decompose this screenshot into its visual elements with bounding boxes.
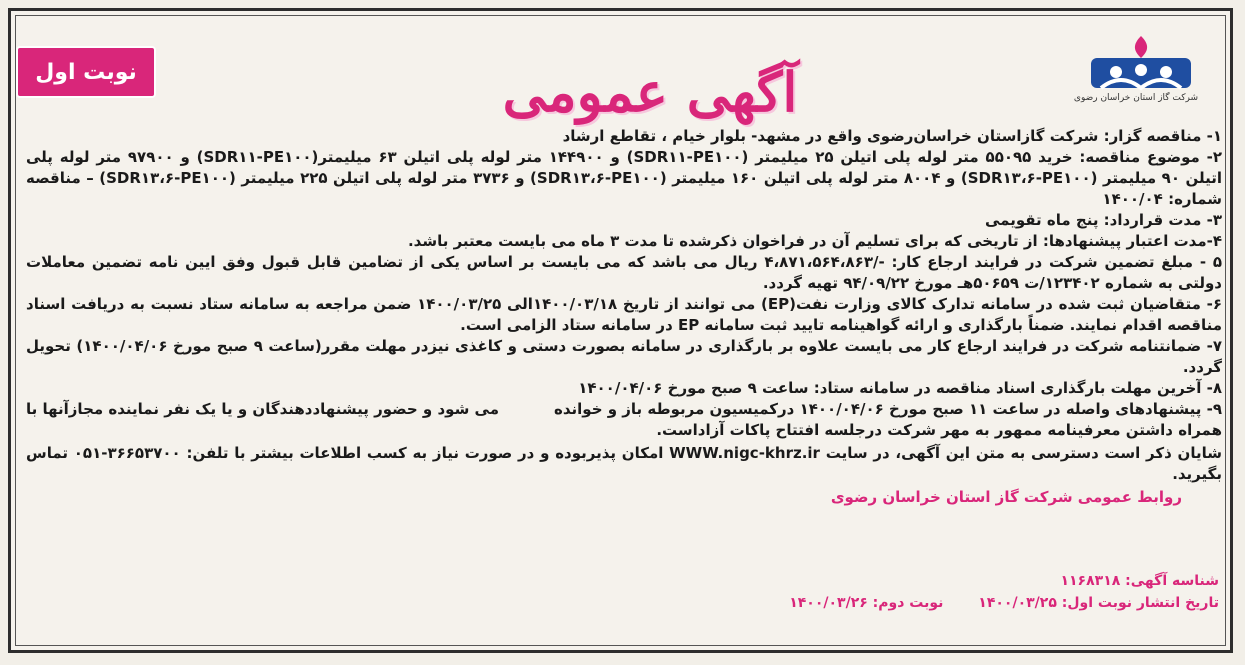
item-opening-continuation: همراه داشتن معرفینامه ممهور به مهر شرکت درجلسه افتتاح پاکات آزاداست. bbox=[656, 421, 1222, 439]
first-publication-date: تاریخ انتشار نوبت اول: ۱۴۰۰/۰۳/۲۵ bbox=[978, 595, 1219, 611]
announcement-id: شناسه آگهی: ۱۱۶۸۳۱۸ bbox=[1060, 573, 1219, 589]
item-contractor: ۱- مناقصه گزار: شرکت گازاستان خراسان‌رضوی واقع در مشهد- بلوار خیام ، تقاطع ارشاد bbox=[562, 127, 1222, 145]
item-bond: ۷- ضمانتنامه شرکت در فرایند ارجاع کار می بایست علاوه بر بارگذاری در سامانه بصورت دستی و کاغذی نیزدر مهلت مقرر(ساعت ۹ صبح مورخ ۱۴۰۰/۰۴/۰۶) تحویل گردد. bbox=[26, 337, 1223, 376]
item-guarantee: ۵ - مبلغ تضمین شرکت در فرایند ارجاع کار: -/۴،۸۷۱،۵۶۴،۸۶۳ ریال می باشد که می بایست بر اساس یکی از تضامین قابل قبول وفق ایین نامه تضمین معاملات دولتی به شماره ۱۲۳۴۰۲/ت ۵۰۶۵۹هـ مورخ ۹۴/۰۹/۲۲ تهیه گردد. bbox=[26, 253, 1222, 292]
item-registration: ۶- متقاضیان ثبت شده در سامانه تدارک کالای وزارت نفت(EP) می توانند از تاریخ ۱۴۰۰/۰۳/۱۸الی ۱۴۰۰/۰۳/۲۵ ضمن مراجعه به سامانه ستاد نسبت به دریافت اسناد مناقصه اقدام نمایند. ضمناً بارگذاری و ارائه گواهینامه تایید ثبت سامانه EP در سامانه ستاد الزامی است. bbox=[26, 295, 1222, 334]
item-opening-left: می شود و حضور پیشنهاددهندگان و یا یک نفر نماینده مجازآنها با bbox=[26, 400, 500, 418]
item-validity: ۴-مدت اعتبار پیشنهادها: از تاریخی که برای تسلیم آن در فراخوان ذکرشده تا مدت ۳ ماه می بایست معتبر باشد. bbox=[407, 232, 1222, 250]
item-subject: ۲- موضوع مناقصه: خرید ۵۵۰۹۵ متر لوله پلی اتیلن ۲۵ میلیمتر (SDR۱۱-PE۱۰۰) و ۱۴۴۹۰۰ متر لوله پلی اتیلن ۶۳ میلیمتر(SDR۱۱-PE۱۰۰) و ۹۷۹۰۰ متر لوله پلی اتیلن ۹۰ میلیمتر (SDR۱۳،۶-PE۱۰۰) و ۸۰۰۴ متر لوله پلی اتیلن ۱۶۰ میلیمتر (SDR۱۳،۶-PE۱۰۰) و ۳۷۳۶ متر لوله پلی اتیلن ۲۲۵ میلیمتر (SDR۱۳،۶-PE۱۰۰) – مناقصه شماره: ۱۴۰۰/۰۴ bbox=[26, 148, 1223, 208]
item-duration: ۳- مدت قرارداد: پنج ماه تقویمی bbox=[984, 211, 1222, 229]
announcement-body bbox=[26, 126, 1222, 508]
company-logo-icon bbox=[1061, 28, 1221, 118]
page-title: آگهی عمومی bbox=[502, 60, 798, 124]
second-publication-date: نوبت دوم: ۱۴۰۰/۰۳/۲۶ bbox=[789, 595, 944, 611]
signature: روابط عمومی شرکت گاز استان خراسان رضوی bbox=[830, 488, 1182, 506]
publication-dates bbox=[789, 592, 1219, 614]
footer bbox=[789, 570, 1219, 614]
website-contact-line: شایان ذکر است دسترسی به متن این آگهی، در سایت WWW.nigc-khrz.ir امکان پذیربوده و در صورت نیاز به کسب اطلاعات بیشتر با تلفن: ۳۶۶۵۳۷۰۰-۰۵۱ تماس بگیرید. bbox=[26, 444, 1222, 483]
round-badge: نوبت اول bbox=[16, 46, 156, 98]
item-deadline: ۸- آخرین مهلت بارگذاری اسناد مناقصه در سامانه ستاد: ساعت ۹ صبح مورخ ۱۴۰۰/۰۴/۰۶ bbox=[578, 379, 1222, 397]
item-opening bbox=[26, 399, 1222, 420]
item-opening-right: ۹- پیشنهادهای واصله در ساعت ۱۱ صبح مورخ ۱۴۰۰/۰۴/۰۶ درکمیسیون مربوطه باز و خوانده bbox=[554, 400, 1222, 418]
logo-caption: شرکت گاز استان خراسان رضوی bbox=[1073, 93, 1199, 103]
